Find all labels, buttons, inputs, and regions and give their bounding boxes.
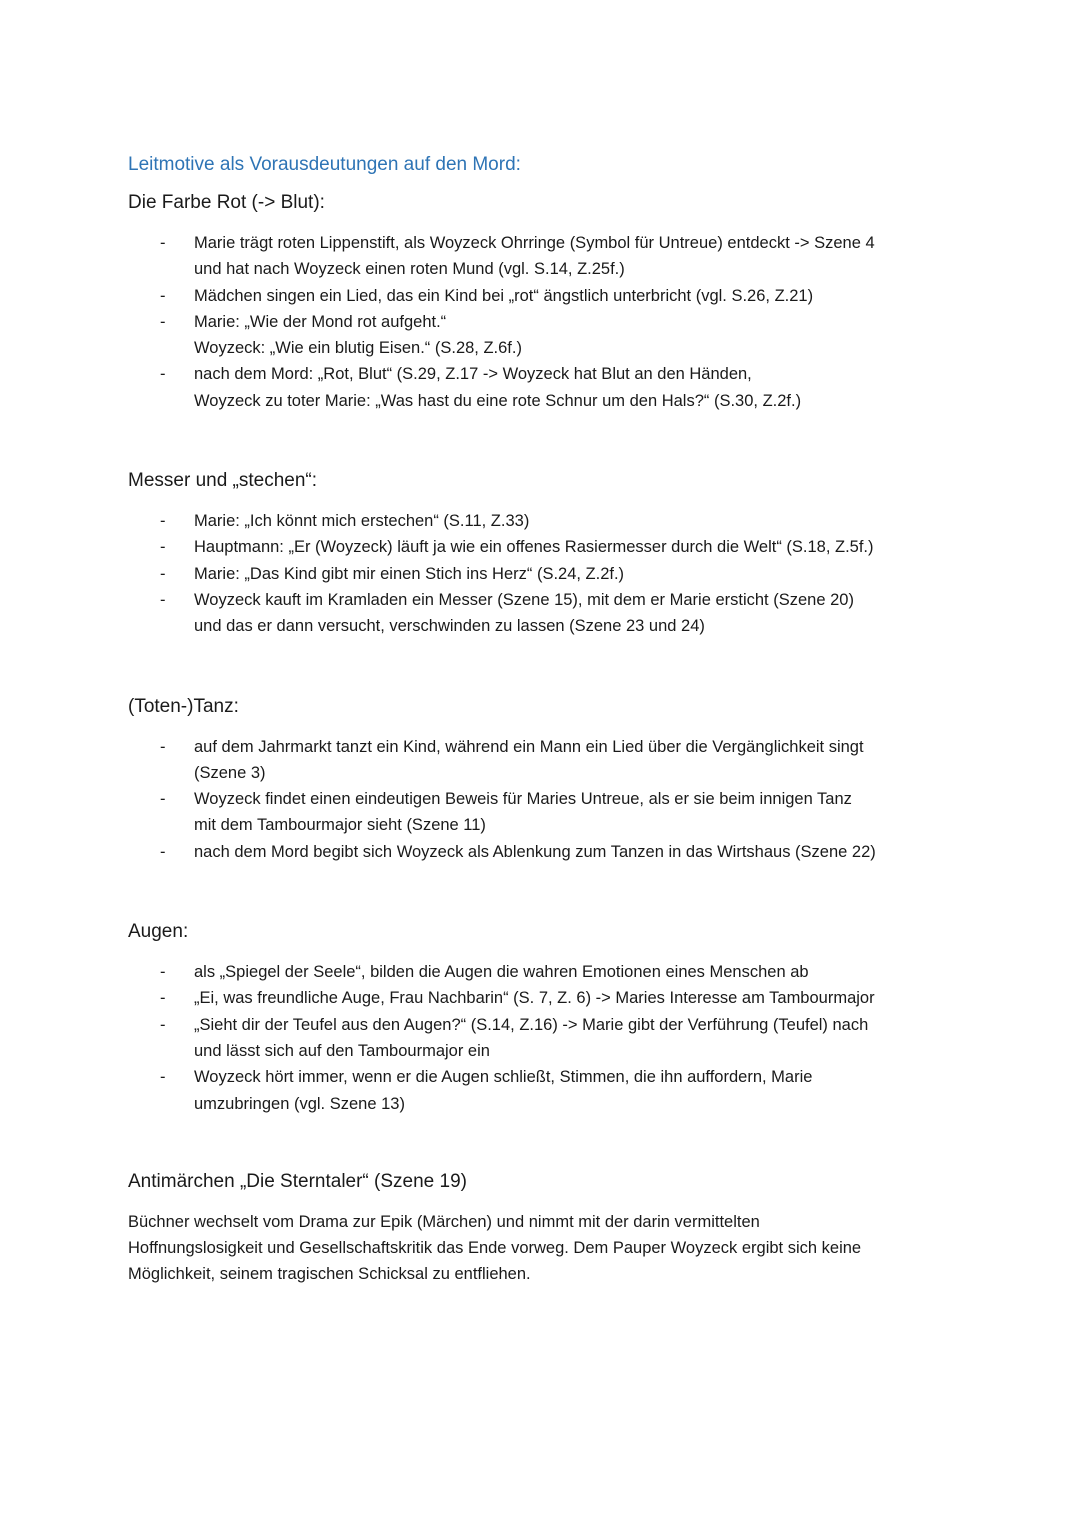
bullet-item <box>128 1064 958 1117</box>
bullet-line: mit dem Tambourmajor sieht (Szene 11) <box>194 816 486 835</box>
antimaerchen-paragraph <box>128 1209 958 1288</box>
section-heading: Messer und „stechen“: <box>128 470 318 492</box>
bullet-item <box>128 985 958 1011</box>
bullet-line: Woyzeck zu toter Marie: „Was hast du eine rote Schnur um den Hals?“ (S.30, Z.2f.) <box>194 391 802 410</box>
bullet-item <box>128 839 958 865</box>
section-spacer <box>128 640 958 694</box>
bullet-dash: - <box>160 963 166 982</box>
bullet-line: als „Spiegel der Seele“, bilden die Augen die wahren Emotionen eines Menschen ab <box>194 963 809 982</box>
bullet-item <box>128 508 958 534</box>
bullet-line: Hauptmann: „Er (Woyzeck) läuft ja wie ein offenes Rasiermesser durch die Welt“ (S.18, Z.5f.) <box>194 538 874 557</box>
bullet-line: nach dem Mord: „Rot, Blut“ (S.29, Z.17 -> Woyzeck hat Blut an den Händen, <box>194 365 752 384</box>
bullet-dash: - <box>160 234 166 252</box>
bullet-dash: - <box>160 564 166 583</box>
bullet-list <box>128 734 958 865</box>
bullet-line: Marie: „Wie der Mond rot aufgeht.“ <box>194 312 447 331</box>
document-page <box>128 152 958 1288</box>
bullet-line: Woyzeck kauft im Kramladen ein Messer (Szene 15), mit dem er Marie ersticht (Szene 20) <box>194 590 854 609</box>
bullet-item <box>128 561 958 587</box>
section-heading: Augen: <box>128 921 189 943</box>
bullet-line: (Szene 3) <box>194 763 266 782</box>
bullet-list <box>128 230 958 414</box>
section-heading: (Toten-)Tanz: <box>128 695 239 717</box>
section-heading: Die Farbe Rot (-> Blut): <box>128 192 325 213</box>
bullet-item <box>128 734 958 787</box>
bullet-list <box>128 508 958 639</box>
bullet-item <box>128 1012 958 1065</box>
sections-container <box>128 190 958 1169</box>
bullet-item <box>128 361 958 414</box>
bullet-dash: - <box>160 842 166 861</box>
bullet-dash: - <box>160 365 166 384</box>
bullet-item <box>128 786 958 839</box>
bullet-item <box>128 534 958 560</box>
bullet-line: und hat nach Woyzeck einen roten Mund (vgl. S.14, Z.25f.) <box>194 260 625 279</box>
bullet-item <box>128 283 958 309</box>
bullet-dash: - <box>160 312 166 331</box>
bullet-line: und das er dann versucht, verschwinden zu lassen (Szene 23 und 24) <box>194 617 705 636</box>
bullet-dash: - <box>160 512 166 531</box>
bullet-item <box>128 959 958 985</box>
bullet-dash: - <box>160 737 166 756</box>
bullet-dash: - <box>160 538 166 557</box>
bullet-item <box>128 230 958 283</box>
section-spacer <box>128 414 958 468</box>
bullet-line: umzubringen (vgl. Szene 13) <box>194 1094 405 1113</box>
section-spacer <box>128 865 958 919</box>
bullet-dash: - <box>160 590 166 609</box>
bullet-line: Marie trägt roten Lippenstift, als Woyzeck Ohrringe (Symbol für Untreue) entdeckt -> Szene 4 <box>194 234 875 252</box>
bullet-item <box>128 587 958 640</box>
bullet-line: auf dem Jahrmarkt tanzt ein Kind, während ein Mann ein Lied über die Vergänglichkeit singt <box>194 737 864 756</box>
bullet-line: und lässt sich auf den Tambourmajor ein <box>194 1041 490 1060</box>
bullet-dash: - <box>160 1015 166 1034</box>
bullet-dash: - <box>160 1068 166 1087</box>
bullet-line: Woyzeck findet einen eindeutigen Beweis für Maries Untreue, als er sie beim innigen Tanz <box>194 790 852 809</box>
bullet-line: nach dem Mord begibt sich Woyzeck als Ablenkung zum Tanzen in das Wirtshaus (Szene 22) <box>194 842 876 861</box>
bullet-dash: - <box>160 790 166 809</box>
bullet-line: Marie: „Das Kind gibt mir einen Stich ins Herz“ (S.24, Z.2f.) <box>194 564 625 583</box>
paragraph-line: Büchner wechselt vom Drama zur Epik (Märchen) und nimmt mit der darin vermittelten <box>128 1212 760 1231</box>
bullet-dash: - <box>160 989 166 1008</box>
section-spacer <box>128 1117 958 1169</box>
bullet-line: Mädchen singen ein Lied, das ein Kind bei „rot“ ängstlich unterbricht (vgl. S.26, Z.21) <box>194 286 814 305</box>
bullet-line: Marie: „Ich könnt mich erstechen“ (S.11, Z.33) <box>194 512 530 531</box>
paragraph-line: Möglichkeit, seinem tragischen Schicksal zu entfliehen. <box>128 1265 531 1284</box>
bullet-line: Woyzeck hört immer, wenn er die Augen schließt, Stimmen, die ihn auffordern, Marie <box>194 1068 813 1087</box>
paragraph-line: Hoffnungslosigkeit und Gesellschaftskritik das Ende vorweg. Dem Pauper Woyzeck ergibt sich keine <box>128 1239 862 1258</box>
section-heading-antimaerchen: Antimärchen „Die Sterntaler“ (Szene 19) <box>128 1170 467 1192</box>
bullet-list <box>128 959 958 1117</box>
bullet-line: Woyzeck: „Wie ein blutig Eisen.“ (S.28, Z.6f.) <box>194 339 522 358</box>
bullet-line: „Ei, was freundliche Auge, Frau Nachbarin“ (S. 7, Z. 6) -> Maries Interesse am Tambourmajor <box>194 989 875 1008</box>
bullet-line: „Sieht dir der Teufel aus den Augen?“ (S.14, Z.16) -> Marie gibt der Verführung (Teufel) nach <box>194 1015 869 1034</box>
document-title: Leitmotive als Vorausdeutungen auf den Mord: <box>128 154 521 175</box>
bullet-item <box>128 309 958 362</box>
bullet-dash: - <box>160 286 166 305</box>
